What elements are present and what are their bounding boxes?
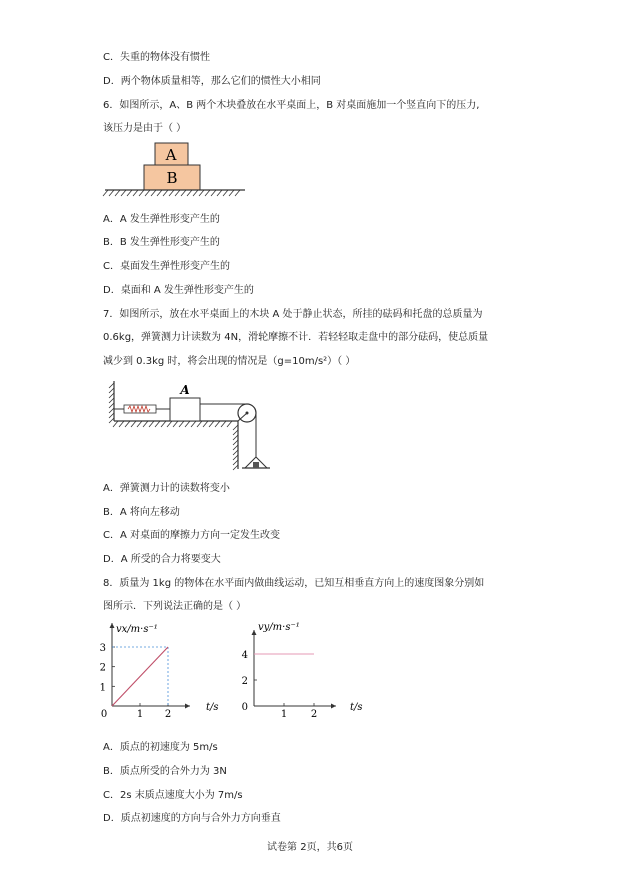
chart1-ylabel: vx/m·s⁻¹ [116, 624, 158, 635]
y-tick-label: 0 [241, 702, 248, 713]
vx-t-chart [98, 618, 228, 718]
hatch-line [229, 190, 234, 196]
hatch-line [223, 190, 228, 196]
hatch-line [175, 190, 180, 196]
q8-option-c: C．2s 末质点速度大小为 7m/s [103, 790, 243, 801]
hatch-line [137, 421, 142, 427]
hatch-line [205, 190, 210, 196]
x-tick-label: 2 [310, 709, 318, 718]
hatch-line [233, 440, 238, 445]
x-axis-arrow [331, 704, 336, 709]
q6-option-b: B．B 发生弹性形变产生的 [103, 237, 220, 248]
block-b-label: B [166, 169, 178, 187]
hatch-line [187, 190, 192, 196]
q7-stem-line3: 减少到 0.3kg 时，将会出现的情况是（g=10m/s²）（ ） [103, 356, 356, 367]
hatch-line [217, 190, 222, 196]
hatch-line [197, 421, 202, 427]
table-hatching [113, 421, 232, 427]
hatch-line [181, 190, 186, 196]
block-a-label: A [165, 146, 177, 164]
q6-option-d: D．桌面和 A 发生弹性形变产生的 [103, 285, 254, 296]
hatch-line [211, 190, 216, 196]
hatch-line [215, 421, 220, 427]
page-footer: 试卷第 2页，共6页 [267, 842, 353, 853]
q7-stem-line2: 0.6kg，弹簧测力计读数为 4N，滑轮摩擦不计．若轻轻取走盘中的部分砝码，使总质量 [103, 332, 489, 343]
x-tick-label: 2 [164, 709, 172, 718]
hatch-line [151, 190, 156, 196]
hatch-line [185, 421, 190, 427]
q6-stem-line1: 6．如图所示，A、B 两个木块叠放在水平桌面上，B 对桌面施加一个竖直向下的压力, [103, 100, 480, 111]
hatch-line [163, 190, 168, 196]
hatch-line [109, 418, 114, 423]
y-tick-label: 3 [99, 643, 106, 654]
hatch-line [109, 413, 114, 418]
chart2-ylabel: vy/m·s⁻¹ [258, 622, 300, 633]
q5-option-d: D．两个物体质量相等，那么它们的惯性大小相同 [103, 76, 321, 87]
hatch-line [131, 421, 136, 427]
hatch-line [233, 450, 238, 455]
x-tick-label: 1 [280, 709, 288, 718]
hatch-line [127, 190, 132, 196]
q8-option-b: B．质点所受的合外力为 3N [103, 766, 227, 777]
hatch-line [109, 403, 114, 408]
table-hatching [103, 190, 240, 196]
q8-option-a: A．质点的初速度为 5m/s [103, 742, 218, 753]
chart1-xlabel: t/s [206, 702, 219, 713]
q8-stem-line1: 8．质量为 1kg 的物体在水平面内做曲线运动，已知互相垂直方向上的速度图象分别如 [103, 578, 485, 589]
hatch-line [193, 190, 198, 196]
hatch-line [157, 190, 162, 196]
weight [253, 462, 259, 468]
x-tick-label: 0 [100, 709, 108, 718]
hatch-line [145, 190, 150, 196]
hatch-line [167, 421, 172, 427]
q7-option-d: D．A 所受的合力将要变大 [103, 554, 221, 565]
hatch-line [233, 425, 238, 430]
q5-option-c: C．失重的物体没有惯性 [103, 52, 210, 63]
y-tick-label: 2 [241, 676, 248, 687]
q8-option-d: D．质点初速度的方向与合外力方向垂直 [103, 813, 281, 824]
hatch-line [161, 421, 166, 427]
x-tick-label: 1 [136, 709, 144, 718]
hatch-line [233, 465, 238, 470]
wall-hatching [109, 383, 114, 423]
hatch-line [209, 421, 214, 427]
hatch-line [109, 383, 114, 388]
hatch-line [169, 190, 174, 196]
x-axis-arrow [185, 704, 190, 709]
hatch-line [203, 421, 208, 427]
hatch-line [199, 190, 204, 196]
hatch-line [109, 190, 114, 196]
q6-option-c: C．桌面发生弹性形变产生的 [103, 261, 230, 272]
hatch-line [139, 190, 144, 196]
hatch-line [235, 190, 240, 196]
q6-stem-line2: 该压力是由于（ ） [103, 123, 187, 134]
y-axis-arrow [252, 630, 257, 635]
hatch-line [227, 421, 232, 427]
hatch-line [191, 421, 196, 427]
y-tick-label: 4 [241, 650, 248, 661]
y-axis-arrow [110, 623, 115, 628]
hatch-line [233, 430, 238, 435]
hatch-line [109, 398, 114, 403]
hatch-line [119, 421, 124, 427]
q7-stem-line1: 7．如图所示，放在水平桌面上的木块 A 处于静止状态，所挂的砝码和托盘的总质量为 [103, 309, 483, 320]
hatch-line [233, 435, 238, 440]
hatch-line [109, 388, 114, 393]
hatch-line [149, 421, 154, 427]
y-tick-label: 1 [99, 682, 106, 694]
block-a [170, 398, 200, 421]
hatch-line [125, 421, 130, 427]
table-edge-hatching [233, 425, 238, 470]
q7-option-b: B．A 将向左移动 [103, 507, 180, 518]
hatch-line [133, 190, 138, 196]
hatch-line [233, 455, 238, 460]
hatch-line [103, 190, 108, 196]
vy-t-chart [240, 618, 370, 718]
chart2-xlabel: t/s [350, 702, 363, 713]
hatch-line [179, 421, 184, 427]
q7-option-a: A．弹簧测力计的读数将变小 [103, 483, 230, 494]
q7-option-c: C．A 对桌面的摩擦力方向一定发生改变 [103, 530, 281, 541]
hatch-line [115, 190, 120, 196]
hatch-line [143, 421, 148, 427]
block-a-label: A [180, 383, 190, 397]
q7-figure-pulley [100, 377, 270, 472]
q6-option-a: A．A 发生弹性形变产生的 [103, 214, 220, 225]
hatch-line [113, 421, 118, 427]
hatch-line [233, 445, 238, 450]
hatch-line [221, 421, 226, 427]
q6-figure-blocks [100, 140, 250, 202]
hatch-line [155, 421, 160, 427]
y-tick-label: 2 [99, 662, 106, 674]
q8-stem-line2: 图所示．下列说法正确的是（ ） [103, 601, 247, 612]
hatch-line [173, 421, 178, 427]
hatch-line [121, 190, 126, 196]
hatch-line [233, 460, 238, 465]
series-line [112, 647, 168, 706]
hatch-line [109, 408, 114, 413]
hatch-line [109, 393, 114, 398]
